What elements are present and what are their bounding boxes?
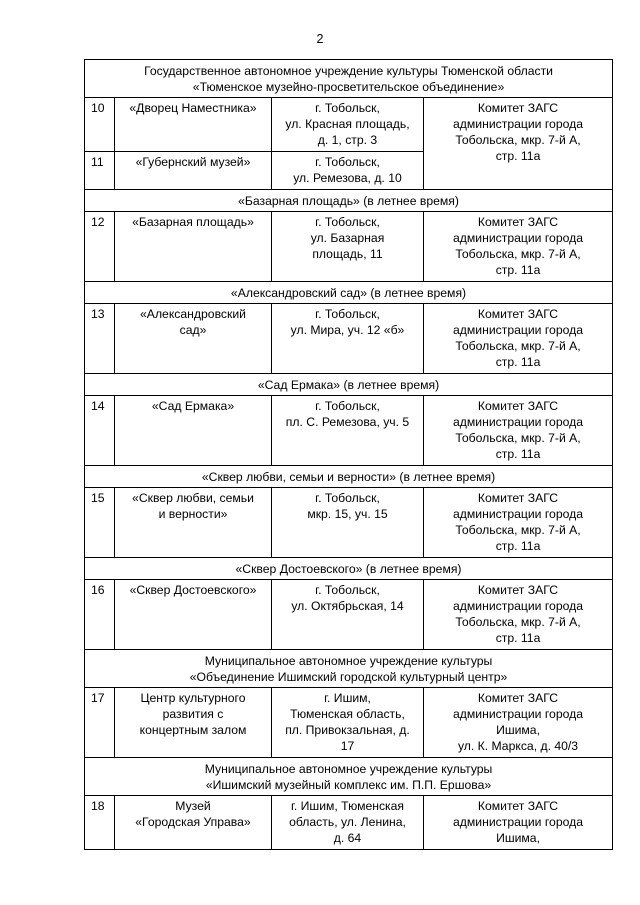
- venue-address: г. Ишим, Тюменская область, ул. Ленина, д. 64: [272, 796, 424, 850]
- registration-table: [84, 59, 613, 850]
- venue-address: г. Тобольск, ул. Мира, уч. 12 «б»: [272, 304, 424, 374]
- row-number: 11: [85, 152, 115, 190]
- section-heading: Государственное автономное учреждение культуры Тюменской области «Тюменское музейно-просветительское объединение»: [85, 60, 613, 98]
- table-row: [85, 488, 613, 558]
- venue-name: «Сквер Достоевского»: [115, 580, 272, 650]
- table-row: [85, 688, 613, 758]
- venue-name: «Сад Ермака»: [115, 396, 272, 466]
- table-row: [85, 304, 613, 374]
- section-heading: Муниципальное автономное учреждение культуры «Ишимский музейный комплекс им. П.П. Ершова»: [85, 758, 613, 796]
- venue-address: г. Ишим, Тюменская область, пл. Привокзальная, д. 17: [272, 688, 424, 758]
- table-row: [85, 580, 613, 650]
- section-heading: «Александровский сад» (в летнее время): [85, 282, 613, 304]
- section-heading: Муниципальное автономное учреждение культуры «Объединение Ишимский городской культурный центр»: [85, 650, 613, 688]
- venue-address: г. Тобольск, мкр. 15, уч. 15: [272, 488, 424, 558]
- row-number: 15: [85, 488, 115, 558]
- registry-office: Комитет ЗАГС администрации города Тобольска, мкр. 7-й А, стр. 11а: [424, 98, 613, 190]
- section-heading-row: [85, 282, 613, 304]
- venue-name: Музей «Городская Управа»: [115, 796, 272, 850]
- table-row: [85, 98, 613, 152]
- table-row: [85, 396, 613, 466]
- registry-office: Комитет ЗАГС администрации города Тобольска, мкр. 7-й А, стр. 11а: [424, 580, 613, 650]
- section-heading: «Сквер Достоевского» (в летнее время): [85, 558, 613, 580]
- registration-table-body: [85, 60, 613, 850]
- registry-office: Комитет ЗАГС администрации города Тобольска, мкр. 7-й А, стр. 11а: [424, 488, 613, 558]
- section-heading-row: [85, 466, 613, 488]
- venue-name: «Базарная площадь»: [115, 212, 272, 282]
- venue-name: «Дворец Наместника»: [115, 98, 272, 152]
- row-number: 17: [85, 688, 115, 758]
- row-number: 13: [85, 304, 115, 374]
- section-heading: «Сквер любви, семьи и верности» (в летнее время): [85, 466, 613, 488]
- table-row: [85, 796, 613, 850]
- registry-office: Комитет ЗАГС администрации города Тобольска, мкр. 7-й А, стр. 11а: [424, 396, 613, 466]
- row-number: 18: [85, 796, 115, 850]
- registry-office: Комитет ЗАГС администрации города Ишима, ул. К. Маркса, д. 40/3: [424, 688, 613, 758]
- venue-address: г. Тобольск, ул. Базарная площадь, 11: [272, 212, 424, 282]
- section-heading-row: [85, 374, 613, 396]
- section-heading-row: [85, 758, 613, 796]
- row-number: 10: [85, 98, 115, 152]
- venue-name: «Губернский музей»: [115, 152, 272, 190]
- venue-address: г. Тобольск, ул. Ремезова, д. 10: [272, 152, 424, 190]
- row-number: 16: [85, 580, 115, 650]
- venue-address: г. Тобольск, ул. Красная площадь, д. 1, стр. 3: [272, 98, 424, 152]
- section-heading: «Базарная площадь» (в летнее время): [85, 190, 613, 212]
- row-number: 14: [85, 396, 115, 466]
- registry-office: Комитет ЗАГС администрации города Тобольска, мкр. 7-й А, стр. 11а: [424, 304, 613, 374]
- row-number: 12: [85, 212, 115, 282]
- venue-name: «Александровский сад»: [115, 304, 272, 374]
- venue-address: г. Тобольск, ул. Октябрьская, 14: [272, 580, 424, 650]
- section-heading-row: [85, 60, 613, 98]
- table-row: [85, 212, 613, 282]
- venue-name: «Сквер любви, семьи и верности»: [115, 488, 272, 558]
- section-heading: «Сад Ермака» (в летнее время): [85, 374, 613, 396]
- section-heading-row: [85, 558, 613, 580]
- venue-name: Центр культурного развития с концертным залом: [115, 688, 272, 758]
- venue-address: г. Тобольск, пл. С. Ремезова, уч. 5: [272, 396, 424, 466]
- section-heading-row: [85, 650, 613, 688]
- section-heading-row: [85, 190, 613, 212]
- page-number: 2: [316, 32, 324, 46]
- registry-office: Комитет ЗАГС администрации города Ишима,: [424, 796, 613, 850]
- registry-office: Комитет ЗАГС администрации города Тобольска, мкр. 7-й А, стр. 11а: [424, 212, 613, 282]
